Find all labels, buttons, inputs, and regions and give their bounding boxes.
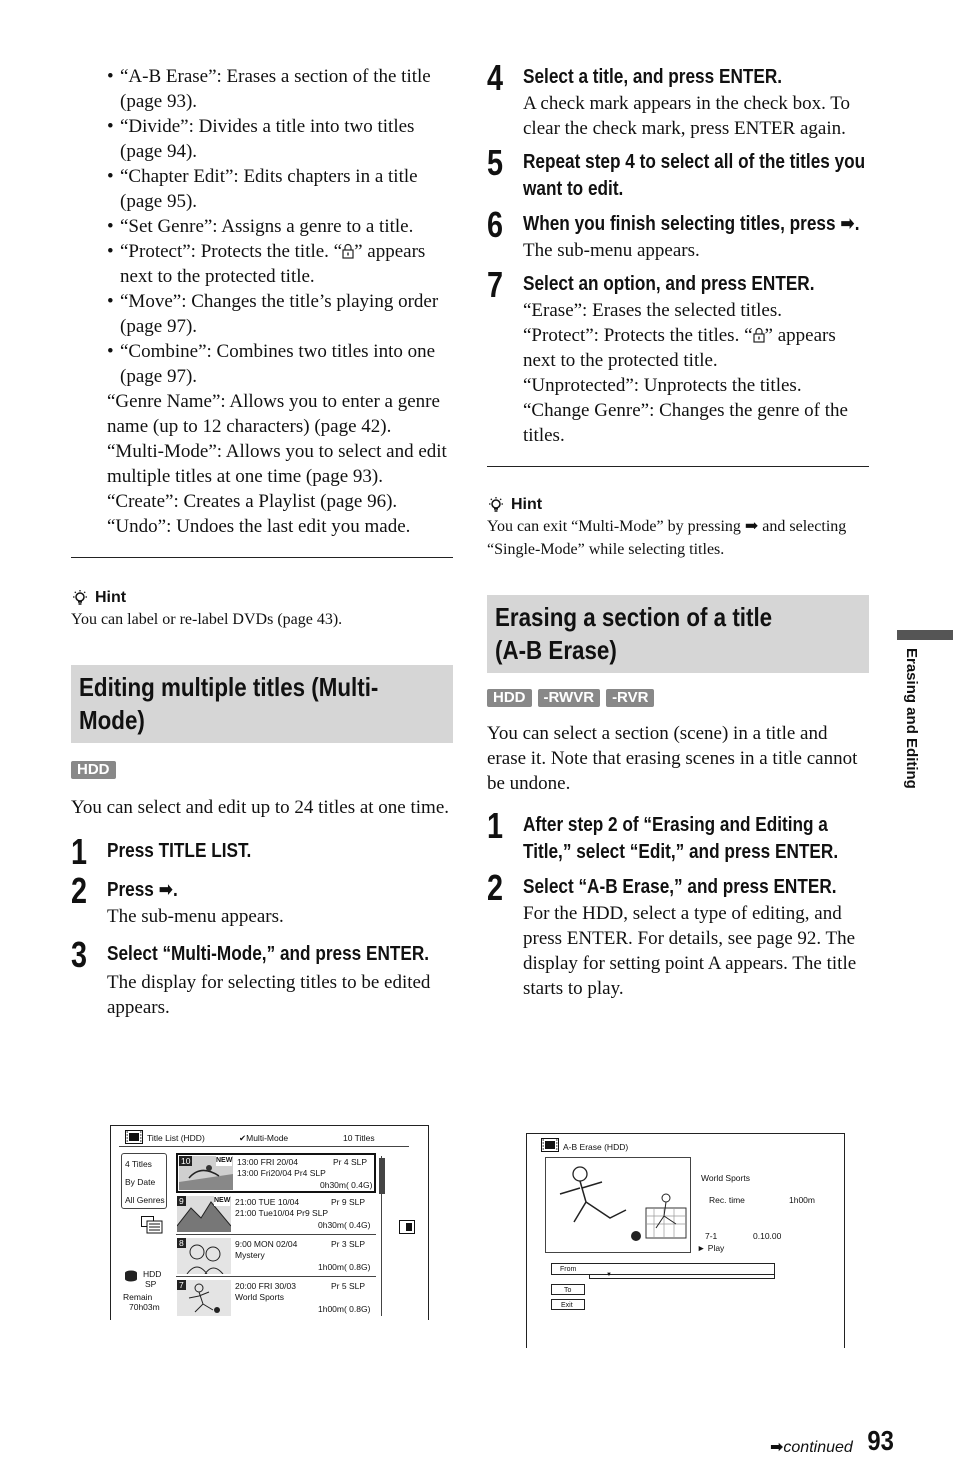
- step-1: [487, 805, 869, 866]
- list-item: • “A-B Erase”: Erases a section of the title (page 93).: [107, 66, 431, 112]
- arrow-right-icon: ➡: [770, 1437, 784, 1456]
- list-item: • “Protect”: Protects the title. “ ” appears next to the protected title.: [107, 241, 426, 287]
- step-number: 1: [71, 831, 88, 872]
- step-body: The display for selecting titles to be edited appears.: [107, 972, 431, 1018]
- paragraph: “Undo”: Undoes the last edit you made.: [107, 516, 411, 537]
- option-protect: “Protect”: Protects the titles. “ ” appears next to the protected title.: [523, 325, 836, 371]
- hint-text: You can label or re-label DVDs (page 43).: [71, 611, 343, 628]
- lock-icon: [342, 243, 354, 259]
- step-5: [487, 142, 869, 203]
- media-badge-hdd: HDD: [71, 761, 116, 779]
- to-button[interactable]: To: [551, 1284, 585, 1295]
- menu-item[interactable]: By Date: [125, 1177, 156, 1187]
- lightbulb-icon: [71, 589, 89, 607]
- option-unprotected: “Unprotected”: Unprotects the titles.: [523, 375, 802, 396]
- step-6: [487, 204, 869, 263]
- step-2: [71, 870, 453, 929]
- list-item: • “Chapter Edit”: Edits chapters in a title (page 95).: [107, 166, 418, 212]
- lock-icon: [753, 327, 765, 343]
- left-column: [71, 64, 453, 1020]
- edit-options-list: [71, 64, 453, 389]
- option-change-genre: “Change Genre”: Changes the genre of the titles.: [523, 400, 848, 446]
- ab-erase-screen: [526, 1133, 845, 1348]
- page-footer: [770, 1425, 896, 1457]
- intro-text: You can select and edit up to 24 titles at one time.: [71, 797, 449, 818]
- list-item: • “Divide”: Divides a title into two titles (page 94).: [107, 116, 415, 162]
- step-title: Repeat step 4 to select all of the titles you want to edit.: [523, 151, 866, 200]
- intro-text: You can select a section (scene) in a title and erase it. Note that erasing scenes in a title cannot be undone.: [487, 723, 858, 794]
- step-number: 6: [487, 204, 504, 245]
- submenu-icon: [141, 1216, 163, 1234]
- exit-button[interactable]: Exit: [551, 1299, 585, 1310]
- step-title: Select a title, and press ENTER.: [523, 66, 783, 88]
- play-status: ► Play: [697, 1243, 725, 1253]
- step-3: [71, 934, 453, 1020]
- step-4: [487, 57, 869, 141]
- media-badge-hdd: HDD: [487, 689, 532, 707]
- divider: [71, 557, 453, 558]
- video-preview: [545, 1157, 691, 1253]
- table-row[interactable]: 9 NEW 21:00 TUE 10/04 Pr 9 SLP 21:00 Tue10/04 Pr9 SLP 0h30m( 0.4G): [176, 1195, 376, 1235]
- step-2: [487, 867, 869, 1001]
- disc-label: HDD: [143, 1269, 162, 1279]
- media-badges: [487, 689, 869, 707]
- step-title: Select an option, and press ENTER.: [523, 273, 815, 295]
- step-body: The sub-menu appears.: [107, 906, 284, 927]
- step-number: 5: [487, 142, 504, 183]
- divider: [487, 466, 869, 467]
- mode-label: ✔Multi-Mode: [239, 1133, 289, 1143]
- right-column: [487, 57, 869, 1001]
- step-number: 4: [487, 57, 504, 98]
- title-rows: [176, 1153, 376, 1321]
- lightbulb-icon: [487, 496, 505, 514]
- film-icon: [541, 1138, 559, 1152]
- chapter-side-label: Erasing and Editing: [903, 648, 920, 789]
- continued-label: ➡continued: [770, 1437, 853, 1456]
- paragraph: “Genre Name”: Allows you to enter a genre name (up to 12 characters) (page 42).: [107, 391, 440, 437]
- hint-box: [487, 495, 869, 561]
- remain-label: Remain: [123, 1292, 153, 1302]
- hint-box: [71, 588, 453, 631]
- step-body: A check mark appears in the check box. To clear the check mark, press ENTER again.: [523, 93, 851, 139]
- section-heading: Erasing a section of a title (A-B Erase): [487, 595, 869, 673]
- step-1: [71, 831, 453, 872]
- hint-title: Hint: [95, 589, 127, 606]
- screen-title: Title List (HDD): [147, 1133, 205, 1143]
- step-number: 2: [71, 870, 88, 911]
- filter-menu[interactable]: [121, 1153, 167, 1209]
- table-row[interactable]: 10 NEW 13:00 FRI 20/04 Pr 4 SLP 13:00 Fri20/04 Pr4 SLP 0h30m( 0.4G): [176, 1153, 376, 1193]
- list-item: • “Combine”: Combines two titles into one (page 97).: [107, 341, 436, 387]
- list-item: • “Set Genre”: Assigns a genre to a title.: [107, 216, 414, 237]
- step-7: [487, 264, 869, 448]
- step-title: After step 2 of “Erasing and Editing a Title,” select “Edit,” and press ENTER.: [523, 814, 839, 863]
- table-row[interactable]: 7 20:00 FRI 30/03 Pr 5 SLP World Sports 1h00m( 0.8G): [179, 1280, 371, 1314]
- menu-item[interactable]: 4 Titles: [125, 1159, 152, 1169]
- timeline-bar[interactable]: [589, 1275, 775, 1279]
- step-title: Select “Multi-Mode,” and press ENTER.: [107, 943, 430, 965]
- step-number: 2: [487, 867, 504, 908]
- film-icon: [125, 1130, 143, 1144]
- paragraph: “Multi-Mode”: Allows you to select and edit multiple titles at one time (page 93).: [107, 441, 447, 487]
- option-erase: “Erase”: Erases the selected titles.: [523, 300, 783, 321]
- step-title: When you finish selecting titles, press ➡.: [523, 213, 860, 235]
- hint-title: Hint: [511, 496, 543, 513]
- hint-text: You can exit “Multi-Mode” by pressing ➡ and selecting “Single-Mode” while selecting titles.: [487, 518, 847, 558]
- step-title: Press ➡.: [107, 879, 178, 901]
- submenu-indicator-icon: [399, 1220, 415, 1234]
- step-body: The sub-menu appears.: [523, 240, 700, 261]
- step-body: For the HDD, select a type of editing, and press ENTER. For details, see page 92. The display for setting point A appears. The title starts to play.: [523, 903, 857, 999]
- step-title: Select “A-B Erase,” and press ENTER.: [523, 876, 837, 898]
- page-number: 93: [867, 1425, 894, 1456]
- section-heading: Editing multiple titles (Multi-Mode): [71, 665, 453, 743]
- step-number: 3: [71, 934, 88, 975]
- paragraph: “Create”: Creates a Playlist (page 96).: [107, 491, 398, 512]
- chapter-tab-marker: [897, 630, 953, 640]
- rec-time-label: Rec. time: [709, 1195, 745, 1205]
- title-count: 10 Titles: [343, 1133, 375, 1143]
- table-row[interactable]: 8 9:00 MON 02/04 Pr 3 SLP Mystery 1h00m( 0.8G): [176, 1237, 376, 1277]
- list-item: • “Move”: Changes the title’s playing order (page 97).: [107, 291, 439, 337]
- chapter-number: 7-1: [705, 1231, 718, 1241]
- from-button[interactable]: From: [551, 1263, 775, 1275]
- timeline-marker-icon: ▼: [606, 1272, 612, 1278]
- program-name: World Sports: [701, 1173, 750, 1183]
- screen-title: A-B Erase (HDD): [563, 1142, 629, 1152]
- media-badge-rvr: -RVR: [606, 689, 654, 707]
- step-title: Press TITLE LIST.: [107, 840, 252, 862]
- media-badge-rwvr: -RWVR: [538, 689, 601, 707]
- menu-item[interactable]: All Genres: [125, 1195, 165, 1205]
- step-number: 7: [487, 264, 504, 305]
- time-position: 0.10.00: [753, 1231, 782, 1241]
- rec-time-value: 1h00m: [789, 1195, 815, 1205]
- remain-value: 70h03m: [129, 1302, 160, 1312]
- step-number: 1: [487, 805, 504, 846]
- hdd-disc-icon: [124, 1270, 138, 1282]
- scrollbar-thumb[interactable]: [379, 1158, 385, 1194]
- title-list-screen: [110, 1125, 429, 1320]
- rec-mode: SP: [145, 1279, 157, 1289]
